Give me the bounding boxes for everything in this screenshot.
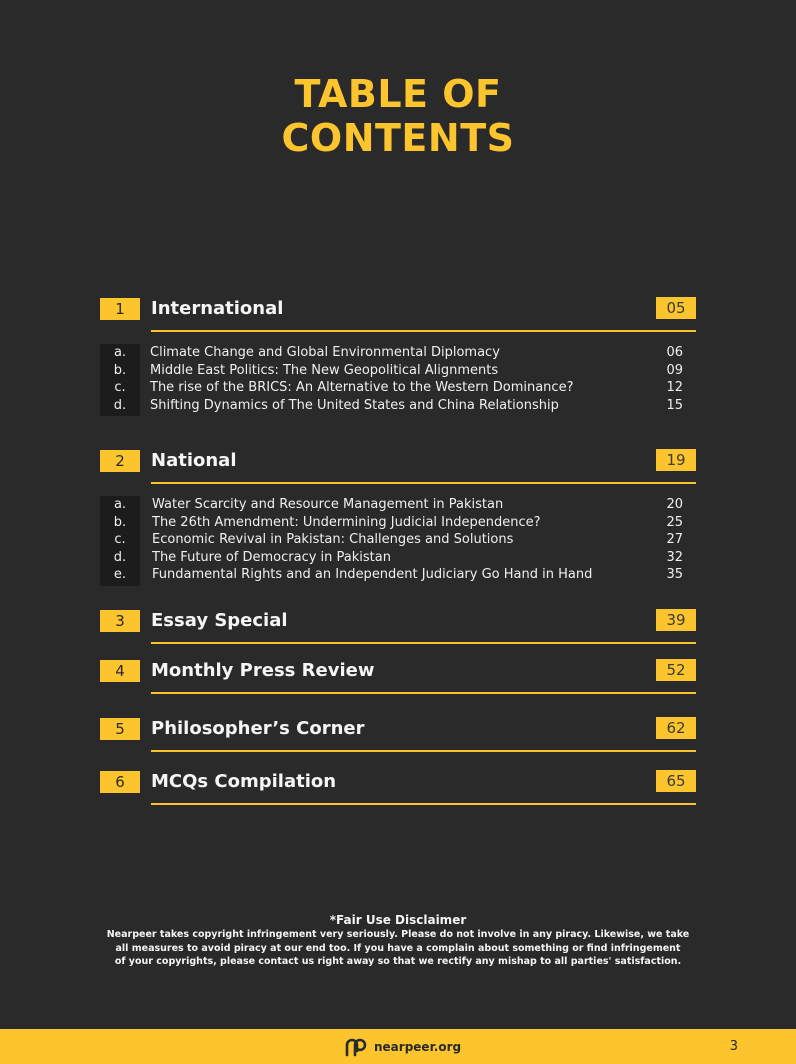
toc-section-mcqs-compilation[interactable] <box>100 771 696 807</box>
item-title: Fundamental Rights and an Independent Judiciary Go Hand in Hand <box>152 567 593 582</box>
disclaimer-line-1: Nearpeer takes copyright infringement very seriously. Please do not involve in any piracy. Likewise, we take <box>106 929 690 940</box>
disclaimer-line-2: all measures to avoid piracy at our end too. If you have a complain about something or find infringement <box>115 942 681 954</box>
toc-section-international[interactable] <box>100 298 696 334</box>
item-letter: b. <box>113 514 127 530</box>
item-title: The Future of Democracy in Pakistan <box>152 549 391 565</box>
section-title: International <box>151 298 284 319</box>
section-divider <box>151 642 696 644</box>
item-title: Economic Revival in Pakistan: Challenges and Solutions <box>152 532 514 547</box>
item-title: Water Scarcity and Resource Management in Pakistan <box>152 497 504 512</box>
section-number: 4 <box>100 660 140 682</box>
item-page: 15 <box>666 397 683 413</box>
section-number: 3 <box>100 610 140 632</box>
section-page: 39 <box>656 609 696 631</box>
section-divider <box>151 692 696 694</box>
title-line-2: CONTENTS <box>281 116 515 160</box>
toc-section-philosophers-corner[interactable] <box>100 718 696 754</box>
page-number: 3 <box>729 1039 738 1054</box>
item-letter: c. <box>114 380 126 395</box>
item-letter: a. <box>113 345 127 360</box>
title-line-1: TABLE OF <box>294 72 502 116</box>
toc-item[interactable] <box>100 362 696 380</box>
item-letter: b. <box>113 362 127 378</box>
item-page: 20 <box>666 497 683 512</box>
section-page: 62 <box>656 717 696 739</box>
toc-item[interactable] <box>100 379 696 397</box>
toc-item[interactable] <box>100 344 696 362</box>
toc-section-monthly-press-review[interactable] <box>100 660 696 696</box>
toc-section-essay-special[interactable] <box>100 610 696 646</box>
toc-section-national[interactable] <box>100 450 696 486</box>
footer-bar <box>0 1029 796 1064</box>
toc-sublist-international <box>100 344 696 416</box>
toc-item[interactable] <box>100 496 696 514</box>
item-title: Middle East Politics: The New Geopolitical Alignments <box>150 362 499 378</box>
section-page: 19 <box>656 449 696 471</box>
section-divider <box>151 803 696 805</box>
toc-item[interactable] <box>100 397 696 415</box>
section-title: MCQs Compilation <box>151 771 337 792</box>
toc-item[interactable] <box>100 514 696 532</box>
section-page: 05 <box>656 297 696 319</box>
item-letter: c. <box>114 532 126 547</box>
item-title: Shifting Dynamics of The United States and China Relationship <box>150 397 559 413</box>
section-title: National <box>151 450 237 471</box>
item-page: 06 <box>666 345 683 360</box>
toc-sublist-national <box>100 496 696 586</box>
item-letter: d. <box>113 549 127 565</box>
fair-use-disclaimer <box>90 912 706 969</box>
item-page: 32 <box>666 549 683 565</box>
item-page: 27 <box>666 532 683 547</box>
disclaimer-title: *Fair Use Disclaimer <box>329 913 467 927</box>
item-page: 12 <box>666 380 683 395</box>
page-title <box>0 72 796 160</box>
section-page: 65 <box>656 770 696 792</box>
section-title: Philosopher’s Corner <box>151 718 365 739</box>
item-page: 35 <box>666 567 683 582</box>
item-letter: e. <box>113 567 127 582</box>
section-title: Essay Special <box>151 610 288 631</box>
item-title: Climate Change and Global Environmental Diplomacy <box>150 345 500 360</box>
section-number: 2 <box>100 450 140 472</box>
nearpeer-logo-icon <box>344 1037 368 1057</box>
section-number: 5 <box>100 718 140 740</box>
section-title: Monthly Press Review <box>151 660 375 681</box>
item-letter: d. <box>113 397 127 413</box>
toc-item[interactable] <box>100 566 696 584</box>
section-number: 1 <box>100 298 140 320</box>
section-divider <box>151 330 696 332</box>
disclaimer-line-3: of your copyrights, please contact us right away so that we rectify any mishap to all parties' satisfaction. <box>114 956 682 967</box>
item-page: 25 <box>666 514 683 530</box>
item-title: The 26th Amendment: Undermining Judicial Independence? <box>152 514 541 530</box>
footer-brand[interactable] <box>344 1037 461 1057</box>
section-divider <box>151 750 696 752</box>
toc-item[interactable] <box>100 531 696 549</box>
section-number: 6 <box>100 771 140 793</box>
footer-site-link[interactable]: nearpeer.org <box>374 1040 462 1054</box>
section-page: 52 <box>656 659 696 681</box>
item-title: The rise of the BRICS: An Alternative to the Western Dominance? <box>150 380 574 395</box>
item-letter: a. <box>113 497 127 512</box>
section-divider <box>151 482 696 484</box>
toc-item[interactable] <box>100 549 696 567</box>
item-page: 09 <box>666 362 683 378</box>
